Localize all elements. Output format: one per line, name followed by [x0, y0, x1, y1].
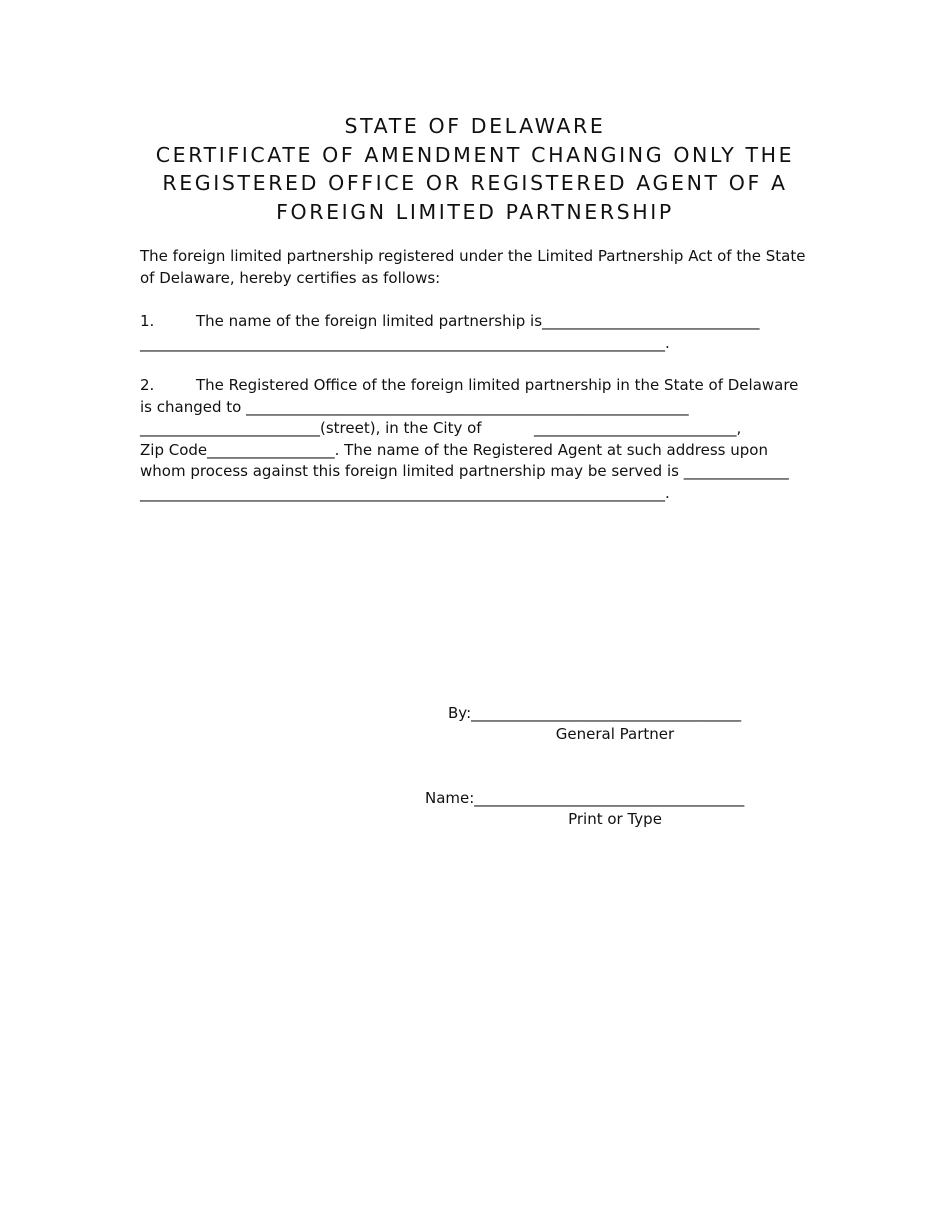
signature-by-field[interactable]: By:____________________________________	[448, 704, 742, 722]
intro-line-1: The foreign limited partnership registered under the Limited Partnership Act of the State	[140, 247, 806, 265]
item-2-line-5[interactable]: whom process against this foreign limited partnership may be served is ______________	[140, 462, 789, 480]
partnership-name-field[interactable]: The name of the foreign limited partnership is_____________________________	[196, 312, 760, 330]
intro-paragraph	[140, 246, 810, 289]
partnership-name-field-continued[interactable]: ______________________________________________________________________.	[140, 333, 670, 352]
street-field[interactable]: ________________________(street), in the City of	[140, 419, 482, 437]
title-line-3: REGISTERED OFFICE OR REGISTERED AGENT OF A	[162, 171, 788, 195]
signature-name-field[interactable]: Name:____________________________________	[425, 789, 745, 807]
title-line-2: CERTIFICATE OF AMENDMENT CHANGING ONLY THE	[155, 142, 795, 167]
general-partner-caption: General Partner	[555, 725, 675, 743]
registered-office-address-field[interactable]: is changed to ___________________________________________________________	[140, 397, 689, 416]
title-line-1: STATE OF DELAWARE	[344, 114, 606, 138]
document-title	[120, 112, 830, 226]
item-1-number: 1.	[140, 312, 155, 330]
zip-code-field[interactable]: Zip Code_________________. The name of the Registered Agent at such address upon	[140, 440, 768, 459]
intro-line-2: of Delaware, hereby certifies as follows:	[140, 268, 441, 287]
item-2-line-1: The Registered Office of the foreign limited partnership in the State of Delaware	[196, 376, 799, 394]
item-2-number: 2.	[140, 376, 155, 394]
registered-agent-field[interactable]: ______________________________________________________________________.	[140, 483, 670, 502]
item-2	[140, 375, 810, 504]
print-or-type-caption: Print or Type	[568, 810, 662, 828]
title-line-4: FOREIGN LIMITED PARTNERSHIP	[276, 199, 674, 224]
item-1	[140, 311, 810, 354]
city-field[interactable]: ___________________________,	[534, 419, 742, 437]
